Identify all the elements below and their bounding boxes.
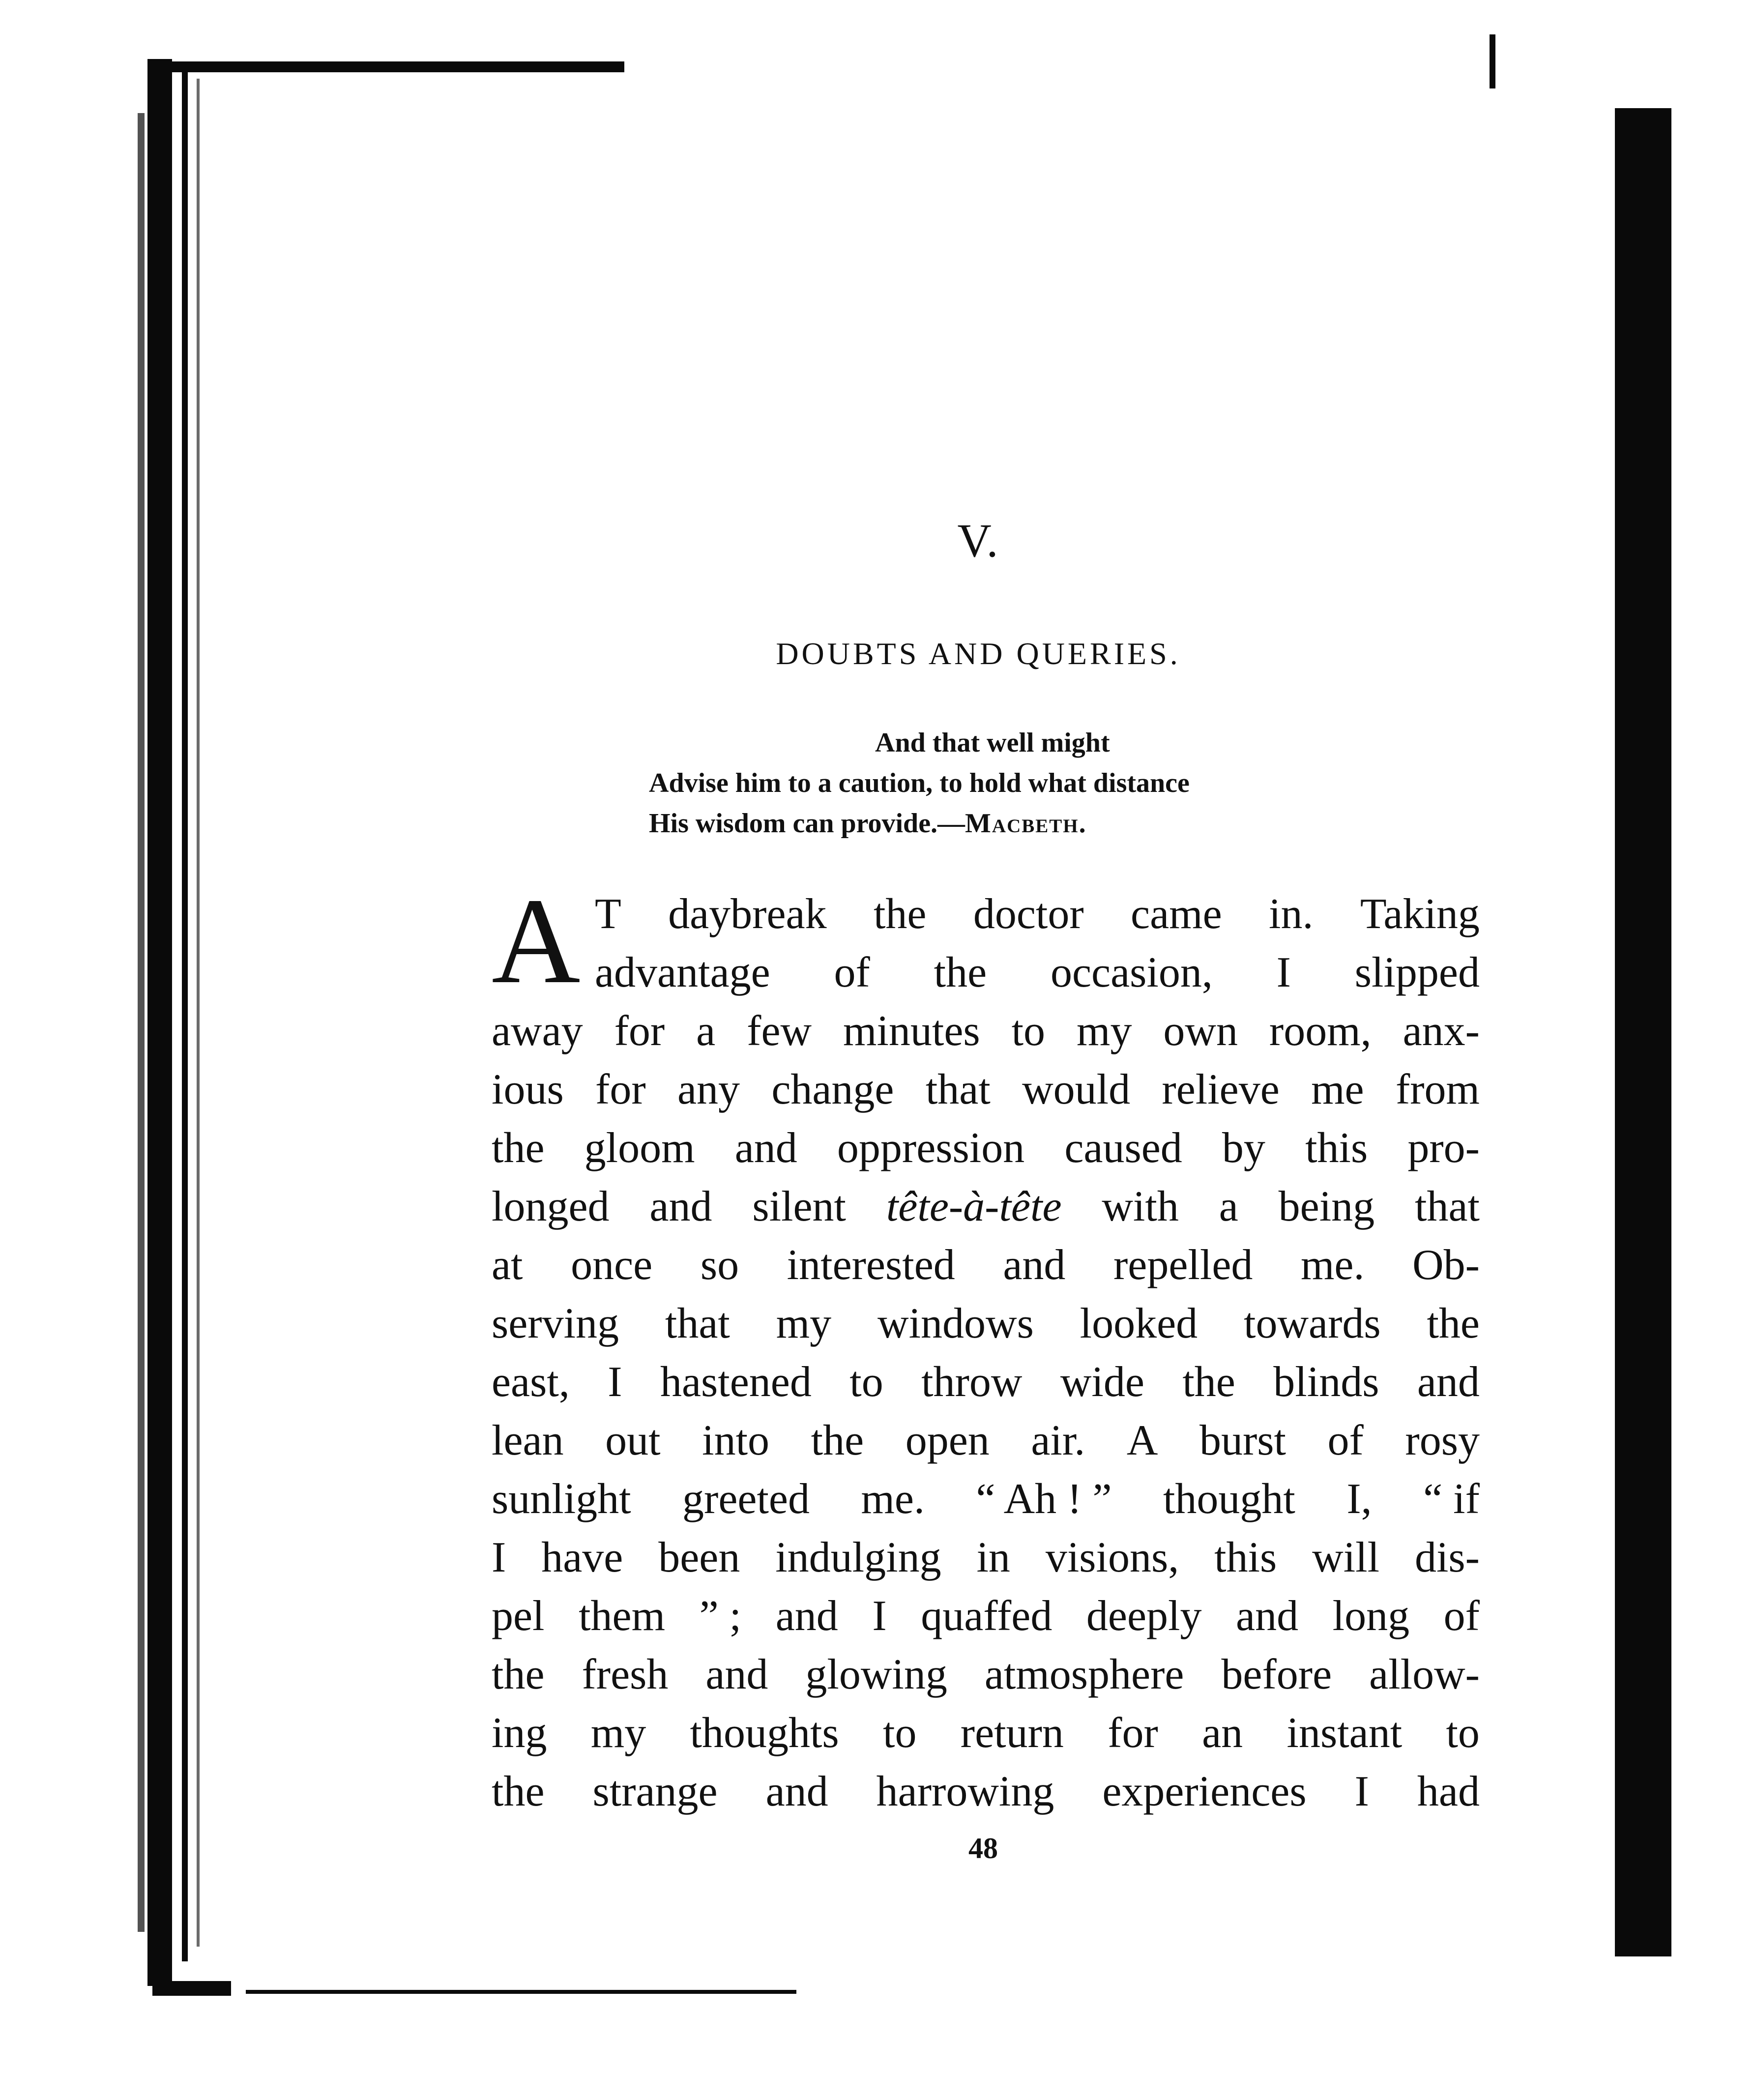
word: by: [1222, 1124, 1265, 1172]
word: and: [734, 1124, 797, 1172]
drop-cap: A: [492, 873, 581, 1009]
word: daybreak: [668, 890, 827, 938]
word: blinds: [1273, 1358, 1379, 1406]
text-line: [492, 1353, 1480, 1411]
word: few: [747, 1007, 812, 1055]
word: the: [492, 1768, 545, 1815]
epigraph-line-text: His wisdom can provide.—: [649, 808, 965, 839]
word: I: [872, 1592, 887, 1640]
epigraph-line: And that well might: [875, 728, 1110, 758]
word: Taking: [1360, 890, 1480, 938]
word: I: [1276, 949, 1291, 996]
word: once: [571, 1241, 653, 1289]
word: the: [811, 1417, 864, 1464]
word: open: [905, 1417, 990, 1464]
word: thought: [1163, 1475, 1295, 1523]
word: indulging: [775, 1534, 941, 1581]
word: ious: [492, 1066, 564, 1113]
word: minutes: [843, 1007, 980, 1055]
word: this: [1305, 1124, 1368, 1172]
word: hastened: [660, 1358, 812, 1406]
word: a: [696, 1007, 716, 1055]
word: that: [1415, 1183, 1480, 1230]
word: I: [608, 1358, 622, 1406]
word: rosy: [1405, 1417, 1480, 1464]
word: me.: [861, 1475, 925, 1523]
word: caused: [1064, 1124, 1182, 1172]
word: long: [1332, 1592, 1410, 1640]
word: T: [595, 890, 621, 938]
word: to: [849, 1358, 883, 1406]
word: the: [1182, 1358, 1235, 1406]
word: to: [883, 1709, 917, 1757]
word: and: [705, 1651, 768, 1698]
text-line: [492, 1528, 1480, 1587]
chapter-number: V.: [957, 514, 999, 567]
word: that: [665, 1300, 730, 1347]
word: in.: [1269, 890, 1314, 938]
word: wide: [1060, 1358, 1144, 1406]
word: A: [1126, 1417, 1158, 1464]
top-rule: [147, 61, 624, 72]
word: relieve: [1162, 1066, 1280, 1113]
word: and: [1003, 1241, 1066, 1289]
left-binding-line-outer: [138, 113, 145, 1932]
word: anx-: [1403, 1007, 1480, 1055]
word: and: [775, 1592, 838, 1640]
word: would: [1022, 1066, 1131, 1113]
word: I,: [1346, 1475, 1372, 1523]
word: thoughts: [690, 1709, 839, 1757]
word: return: [960, 1709, 1064, 1757]
word: an: [1202, 1709, 1243, 1757]
word: looked: [1080, 1300, 1198, 1347]
chapter-title: DOUBTS AND QUERIES.: [776, 636, 1181, 671]
word: pro-: [1407, 1124, 1480, 1172]
word: had: [1417, 1768, 1480, 1815]
word: east,: [492, 1358, 570, 1406]
word: tête-à-tête: [886, 1183, 1062, 1230]
word: serving: [492, 1300, 619, 1347]
text-line: [492, 1411, 1480, 1470]
word: me: [1311, 1066, 1364, 1113]
body-text: [492, 885, 1480, 1821]
word: before: [1221, 1651, 1332, 1698]
right-edge-shadow: [1615, 108, 1671, 1956]
word: me.: [1300, 1241, 1365, 1289]
word: harrowing: [876, 1768, 1054, 1815]
word: away: [492, 1007, 583, 1055]
word: any: [677, 1066, 740, 1113]
word: the: [492, 1651, 545, 1698]
word: to: [1011, 1007, 1046, 1055]
text-line: [492, 1236, 1480, 1294]
word: dis-: [1414, 1534, 1480, 1581]
word: fresh: [582, 1651, 669, 1698]
word: slipped: [1354, 949, 1480, 996]
word: a: [1219, 1183, 1238, 1230]
word: pel: [492, 1592, 545, 1640]
word: my: [776, 1300, 832, 1347]
word: gloom: [584, 1124, 695, 1172]
word: will: [1312, 1534, 1380, 1581]
epigraph-line: Advise him to a caution, to hold what distance: [649, 768, 1190, 798]
word: of: [834, 949, 870, 996]
word: ing: [492, 1709, 547, 1757]
word: own: [1163, 1007, 1238, 1055]
word: my: [1077, 1007, 1132, 1055]
word: deeply: [1086, 1592, 1202, 1640]
word: repelled: [1113, 1241, 1253, 1289]
word: lean: [492, 1417, 564, 1464]
word: the: [1427, 1300, 1480, 1347]
bottom-left-corner-mark: [152, 1981, 231, 1996]
word: I: [492, 1534, 506, 1581]
left-binding-line-inner: [182, 69, 188, 1961]
epigraph: [649, 723, 1337, 844]
word: at: [492, 1241, 523, 1289]
word: longed: [492, 1183, 610, 1230]
text-line: [492, 1002, 1480, 1060]
left-binding-shadow: [147, 59, 172, 1986]
word: towards: [1244, 1300, 1381, 1347]
word: doctor: [973, 890, 1084, 938]
bottom-rule: [246, 1990, 796, 1994]
word: to: [1446, 1709, 1480, 1757]
word: for: [614, 1007, 665, 1055]
word: Ob-: [1412, 1241, 1480, 1289]
word: this: [1214, 1534, 1277, 1581]
word: in: [976, 1534, 1010, 1581]
word: from: [1395, 1066, 1480, 1113]
text-line: [492, 1177, 1480, 1236]
word: quaffed: [921, 1592, 1052, 1640]
word: “ if: [1423, 1475, 1480, 1523]
word: throw: [921, 1358, 1023, 1406]
word: the: [492, 1124, 545, 1172]
word: them: [579, 1592, 666, 1640]
word: windows: [877, 1300, 1034, 1347]
word: of: [1443, 1592, 1480, 1640]
text-line: [492, 885, 1480, 943]
word: out: [605, 1417, 661, 1464]
word: oppression: [837, 1124, 1025, 1172]
word: interested: [787, 1241, 955, 1289]
word: and: [1417, 1358, 1480, 1406]
word: strange: [592, 1768, 718, 1815]
word: the: [934, 949, 987, 996]
word: so: [700, 1241, 739, 1289]
word: air.: [1031, 1417, 1085, 1464]
word: of: [1327, 1417, 1364, 1464]
word: occasion,: [1050, 949, 1213, 996]
word: sunlight: [492, 1475, 631, 1523]
top-right-tick: [1490, 34, 1495, 88]
text-line: [492, 1762, 1480, 1821]
word: visions,: [1045, 1534, 1179, 1581]
text-line: [492, 1060, 1480, 1119]
word: into: [702, 1417, 770, 1464]
text-line: [492, 1470, 1480, 1528]
word: atmosphere: [984, 1651, 1184, 1698]
word: change: [771, 1066, 894, 1113]
word: for: [595, 1066, 646, 1113]
word: and: [1236, 1592, 1299, 1640]
word: I: [1354, 1768, 1369, 1815]
word: with: [1102, 1183, 1179, 1230]
word: have: [541, 1534, 623, 1581]
word: burst: [1199, 1417, 1286, 1464]
word: and: [765, 1768, 828, 1815]
word: the: [873, 890, 927, 938]
word: ” ;: [699, 1592, 742, 1640]
text-line: [492, 1704, 1480, 1762]
word: came: [1131, 890, 1222, 938]
epigraph-line-last: [649, 803, 1337, 844]
word: advantage: [595, 949, 770, 996]
word: my: [590, 1709, 646, 1757]
word: silent: [752, 1183, 846, 1230]
epigraph-attribution: Macbeth.: [965, 808, 1087, 839]
word: and: [649, 1183, 712, 1230]
word: greeted: [682, 1475, 810, 1523]
text-line: [492, 1587, 1480, 1645]
text-line: [492, 1645, 1480, 1704]
page-number: 48: [968, 1832, 998, 1865]
word: been: [658, 1534, 740, 1581]
word: glowing: [805, 1651, 947, 1698]
text-line: [492, 1294, 1480, 1353]
word: instant: [1286, 1709, 1403, 1757]
word: experiences: [1102, 1768, 1307, 1815]
word: that: [925, 1066, 991, 1113]
text-line: [492, 1119, 1480, 1177]
word: “ Ah ! ”: [976, 1475, 1112, 1523]
word: room,: [1269, 1007, 1372, 1055]
text-line: [492, 943, 1480, 1002]
word: being: [1278, 1183, 1375, 1230]
word: for: [1108, 1709, 1158, 1757]
left-binding-line-thin: [197, 79, 200, 1947]
word: allow-: [1369, 1651, 1480, 1698]
